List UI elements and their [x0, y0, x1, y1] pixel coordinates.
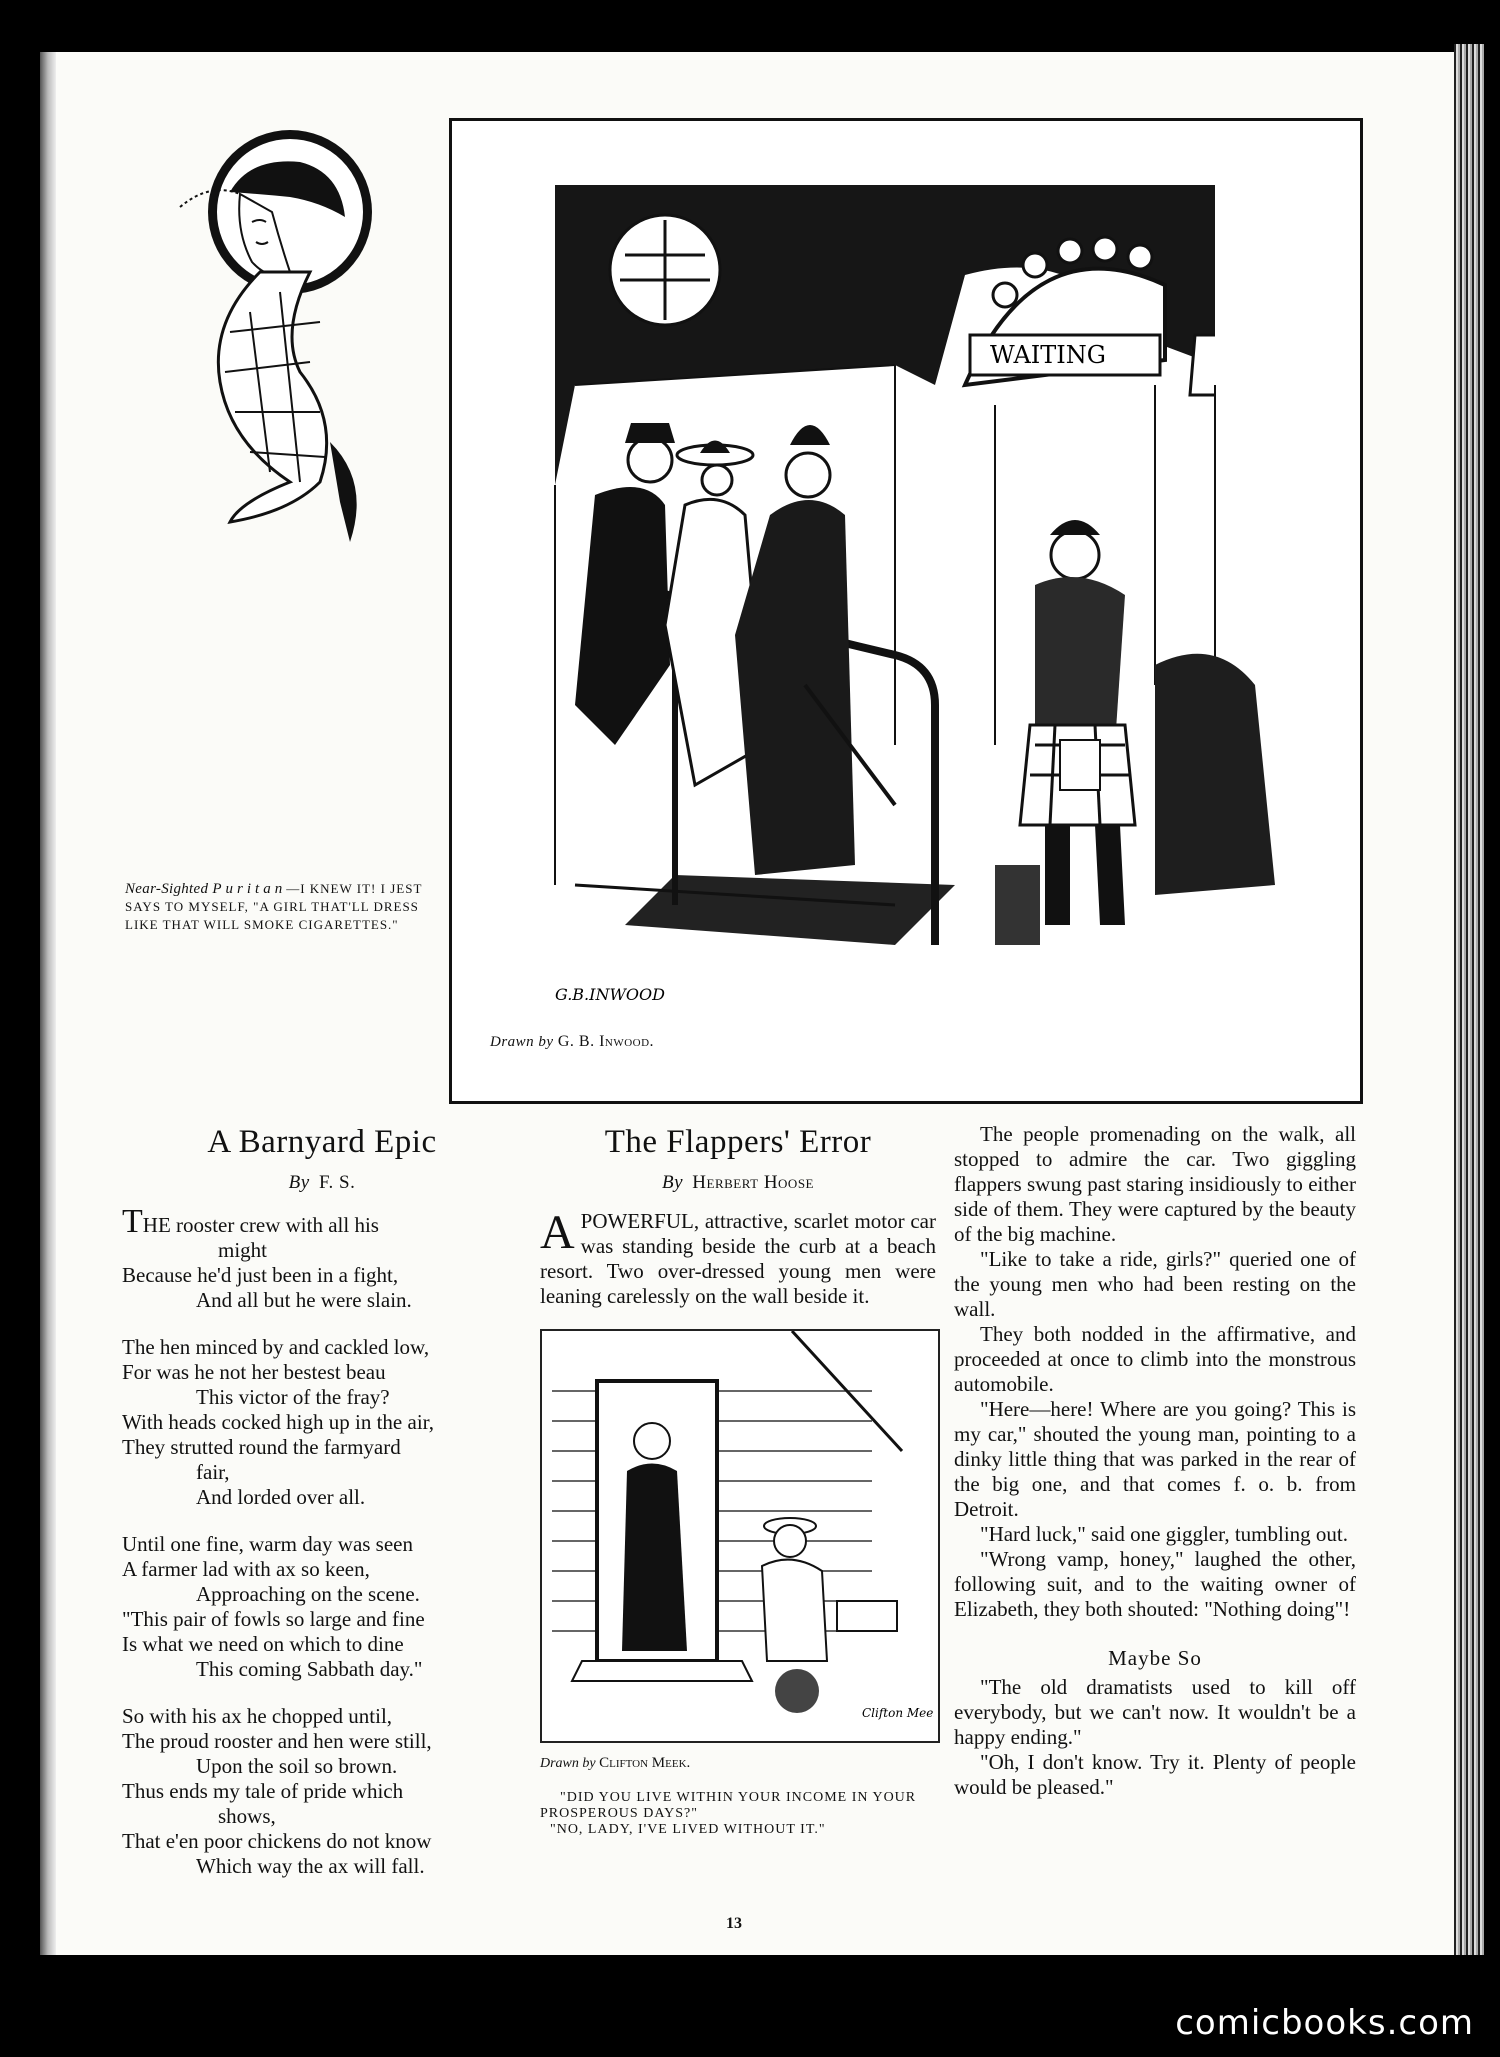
inset-caption-answer: "NO, LADY, I'VE LIVED WITHOUT IT.": [550, 1822, 826, 1837]
poem-line: This coming Sabbath day.": [196, 1657, 423, 1681]
story-paragraph: "Hard luck," said one giggler, tumbling out.: [980, 1522, 1348, 1546]
story-paragraphs: [954, 1122, 1356, 1622]
poem-line: Until one fine, warm day was seen: [122, 1532, 413, 1556]
story-byline-author: Herbert Hoose: [692, 1172, 814, 1193]
inset-credit-prefix: Drawn by: [540, 1756, 596, 1771]
artist-signature: G.B.INWOOD: [555, 985, 665, 1004]
poem-line: With heads cocked high up in the air,: [122, 1410, 435, 1434]
page-number: 13: [726, 1915, 742, 1932]
column-continued-story: [954, 1122, 1356, 1800]
inset-caption-question: "DID YOU LIVE WITHIN YOUR INCOME IN YOUR PROSPEROUS DAYS?": [540, 1790, 917, 1821]
poem-line: Thus ends my tale of pride which: [122, 1779, 404, 1803]
story-paragraph: The people promenading on the walk, all stopped to admire the car. Two giggling flappers swung past staring insidiously to either side of them. They were captured by the beauty of the big machine.: [954, 1122, 1356, 1246]
poem-line: They strutted round the farmyard: [122, 1435, 401, 1459]
story-byline-by: By: [662, 1172, 684, 1193]
caption-text: —I KNEW IT! I JEST SAYS TO MYSELF, "A GIRL THAT'LL DRESS LIKE THAT WILL SMOKE CIGARETTES.": [125, 881, 423, 932]
inset-caption: [540, 1790, 936, 1838]
story-paragraph: "Like to take a ride, girls?" queried one of the young men who had been resting on the wall.: [954, 1247, 1356, 1321]
story-intro-text: POWERFUL, attractive, scarlet motor car was standing beside the curb at a beach resort. Two over-dressed young men were leaning carelessly on the wall beside it.: [540, 1209, 936, 1308]
poem-line: This victor of the fray?: [196, 1385, 390, 1409]
story-title: The Flappers' Error: [604, 1124, 872, 1160]
story-byline: [540, 1170, 936, 1195]
poem-line: The proud rooster and hen were still,: [122, 1729, 432, 1753]
main-cartoon-credit: [490, 1033, 654, 1051]
poem-line: That e'en poor chickens do not know: [122, 1829, 432, 1853]
poem-line: Because he'd just been in a fight,: [122, 1263, 399, 1287]
byline-by: By: [288, 1172, 310, 1193]
poem-line: "This pair of fowls so large and fine: [122, 1607, 425, 1631]
poem-stanza: [122, 1203, 522, 1313]
poem-line: Upon the soil so brown.: [196, 1754, 398, 1778]
site-watermark: comicbooks.com: [1175, 2003, 1474, 2043]
poem-line: And all but he were slain.: [196, 1288, 412, 1312]
doorway-cartoon-illustration: [542, 1331, 934, 1737]
poem-body: [122, 1203, 522, 1879]
maybe-so-paragraph: "The old dramatists used to kill off everybody, but we can't now. It wouldn't be a happy ending.": [954, 1675, 1356, 1749]
poem-dropcap: T: [122, 1203, 143, 1240]
cameo-girl-illustration: [140, 122, 400, 577]
poem-line: Approaching on the scene.: [196, 1582, 420, 1606]
maybe-so-paragraphs: [954, 1675, 1356, 1800]
poem-line: A farmer lad with ax so keen,: [122, 1557, 370, 1581]
poem-line-rest: HE rooster crew with all his: [142, 1213, 379, 1237]
poem-line: So with his ax he chopped until,: [122, 1704, 393, 1728]
caption-speaker-2: Puritan: [212, 881, 287, 897]
poem-stanza: [122, 1532, 522, 1682]
poem-line: shows,: [218, 1804, 276, 1828]
poem-line: Is what we need on which to dine: [122, 1632, 404, 1656]
inset-credit: [540, 1751, 936, 1776]
station-cartoon-illustration: [515, 185, 1299, 1025]
poem-line: might: [218, 1238, 268, 1262]
poem-title: A Barnyard Epic: [207, 1124, 437, 1160]
book-spine: [40, 52, 56, 1987]
story-intro: [540, 1206, 936, 1309]
inset-credit-name: Clifton Meek.: [599, 1755, 691, 1771]
inset-signature: Clifton Meek: [862, 1706, 934, 1720]
poem-byline: [122, 1170, 522, 1195]
poem-line: And lorded over all.: [196, 1485, 366, 1509]
caption-speaker: Near-Sighted: [125, 881, 209, 897]
column-barnyard-epic: [122, 1122, 522, 1901]
waiting-sign-text: WAITING: [990, 341, 1106, 369]
story-dropcap: A: [540, 1206, 575, 1259]
maybe-so-title: Maybe So: [1108, 1646, 1202, 1670]
story-paragraph: "Wrong vamp, honey," laughed the other, following suit, and to the waiting owner of Elizabeth, they both shouted: "Nothing doing"!: [954, 1547, 1356, 1621]
poem-line: For was he not her bestest beau: [122, 1360, 386, 1384]
credit-name: G. B. Inwood.: [557, 1033, 655, 1050]
maybe-so-paragraph: "Oh, I don't know. Try it. Plenty of people would be pleased.": [954, 1750, 1356, 1799]
credit-prefix: Drawn by: [490, 1034, 554, 1050]
inset-cartoon-frame: [540, 1329, 940, 1743]
page-edges: [1454, 44, 1484, 1994]
poem-line: Which way the ax will fall.: [196, 1854, 425, 1878]
poem-line: [122, 1203, 522, 1240]
story-paragraph: "Here—here! Where are you going? This is my car," shouted the young man, pointing to a dinky little thing that was parked in the rear of the big one, and that comes f. o. b. from Detroit.: [954, 1397, 1356, 1521]
poem-line: The hen minced by and cackled low,: [122, 1335, 430, 1359]
cameo-caption: [125, 880, 425, 934]
column-flappers-error: [540, 1122, 936, 1838]
byline-author: F. S.: [318, 1172, 356, 1193]
poem-stanza: [122, 1704, 522, 1879]
main-cartoon-frame: [449, 118, 1363, 1104]
poem-line: fair,: [196, 1460, 230, 1484]
poem-stanza: [122, 1335, 522, 1510]
story-paragraph: They both nodded in the affirmative, and proceeded at once to climb into the monstrous automobile.: [954, 1322, 1356, 1396]
